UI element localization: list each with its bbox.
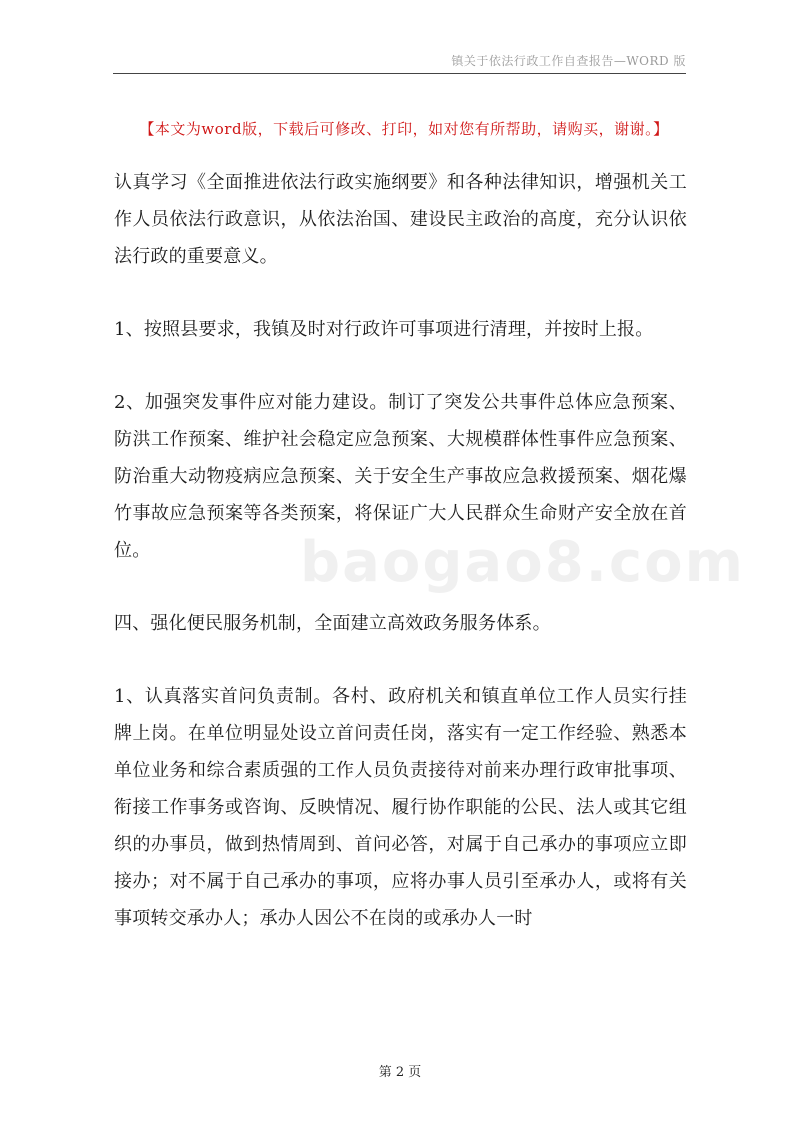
document-body — [114, 164, 687, 973]
purchase-notice: 【本文为word版，下载后可修改、打印，如对您有所帮助，请购买，谢谢。】 — [139, 120, 669, 138]
page-number: 第 2 页 — [378, 1065, 422, 1080]
section-heading-4: 四、强化便民服务机制，全面建立高效政务服务体系。 — [114, 613, 551, 634]
header-divider — [113, 73, 686, 74]
running-header: 镇关于依法行政工作自查报告—WORD 版 — [451, 54, 686, 68]
paragraph-item-1: 1、按照县要求，我镇及时对行政许可事项进行清理，并按时上报。 — [114, 319, 654, 340]
watermark: baogao8.com — [300, 530, 745, 595]
paragraph-first-inquiry: 1、认真落实首问负责制。各村、政府机关和镇直单位工作人员实行挂牌上岗。在单位明显处设立首问责任岗，落实有一定工作经验、熟悉本单位业务和综合素质强的工作人员负责接待对前来办理行政审批事项、衔接工作事务或咨询、反映情况、履行协作职能的公民、法人或其它组织的办事员，做到热情周到、首问必答，对属于自己承办的事项应立即接办；对不属于自己承办的事项，应将办事人员引至承办人，或将有关事项转交承办人；承办人因公不在岗的或承办人一时 — [114, 686, 687, 929]
paragraph-intro: 认真学习《全面推进依法行政实施纲要》和各种法律知识，增强机关工作人员依法行政意识，从依法治国、建设民主政治的高度，充分认识依法行政的重要意义。 — [114, 172, 687, 267]
paragraph-item-2: 2、加强突发事件应对能力建设。制订了突发公共事件总体应急预案、防洪工作预案、维护社会稳定应急预案、大规模群体性事件应急预案、防治重大动物疫病应急预案、关于安全生产事故应急救援预案、烟花爆竹事故应急预案等各类预案，将保证广大人民群众生命财产安全放在首位。 — [114, 392, 687, 561]
